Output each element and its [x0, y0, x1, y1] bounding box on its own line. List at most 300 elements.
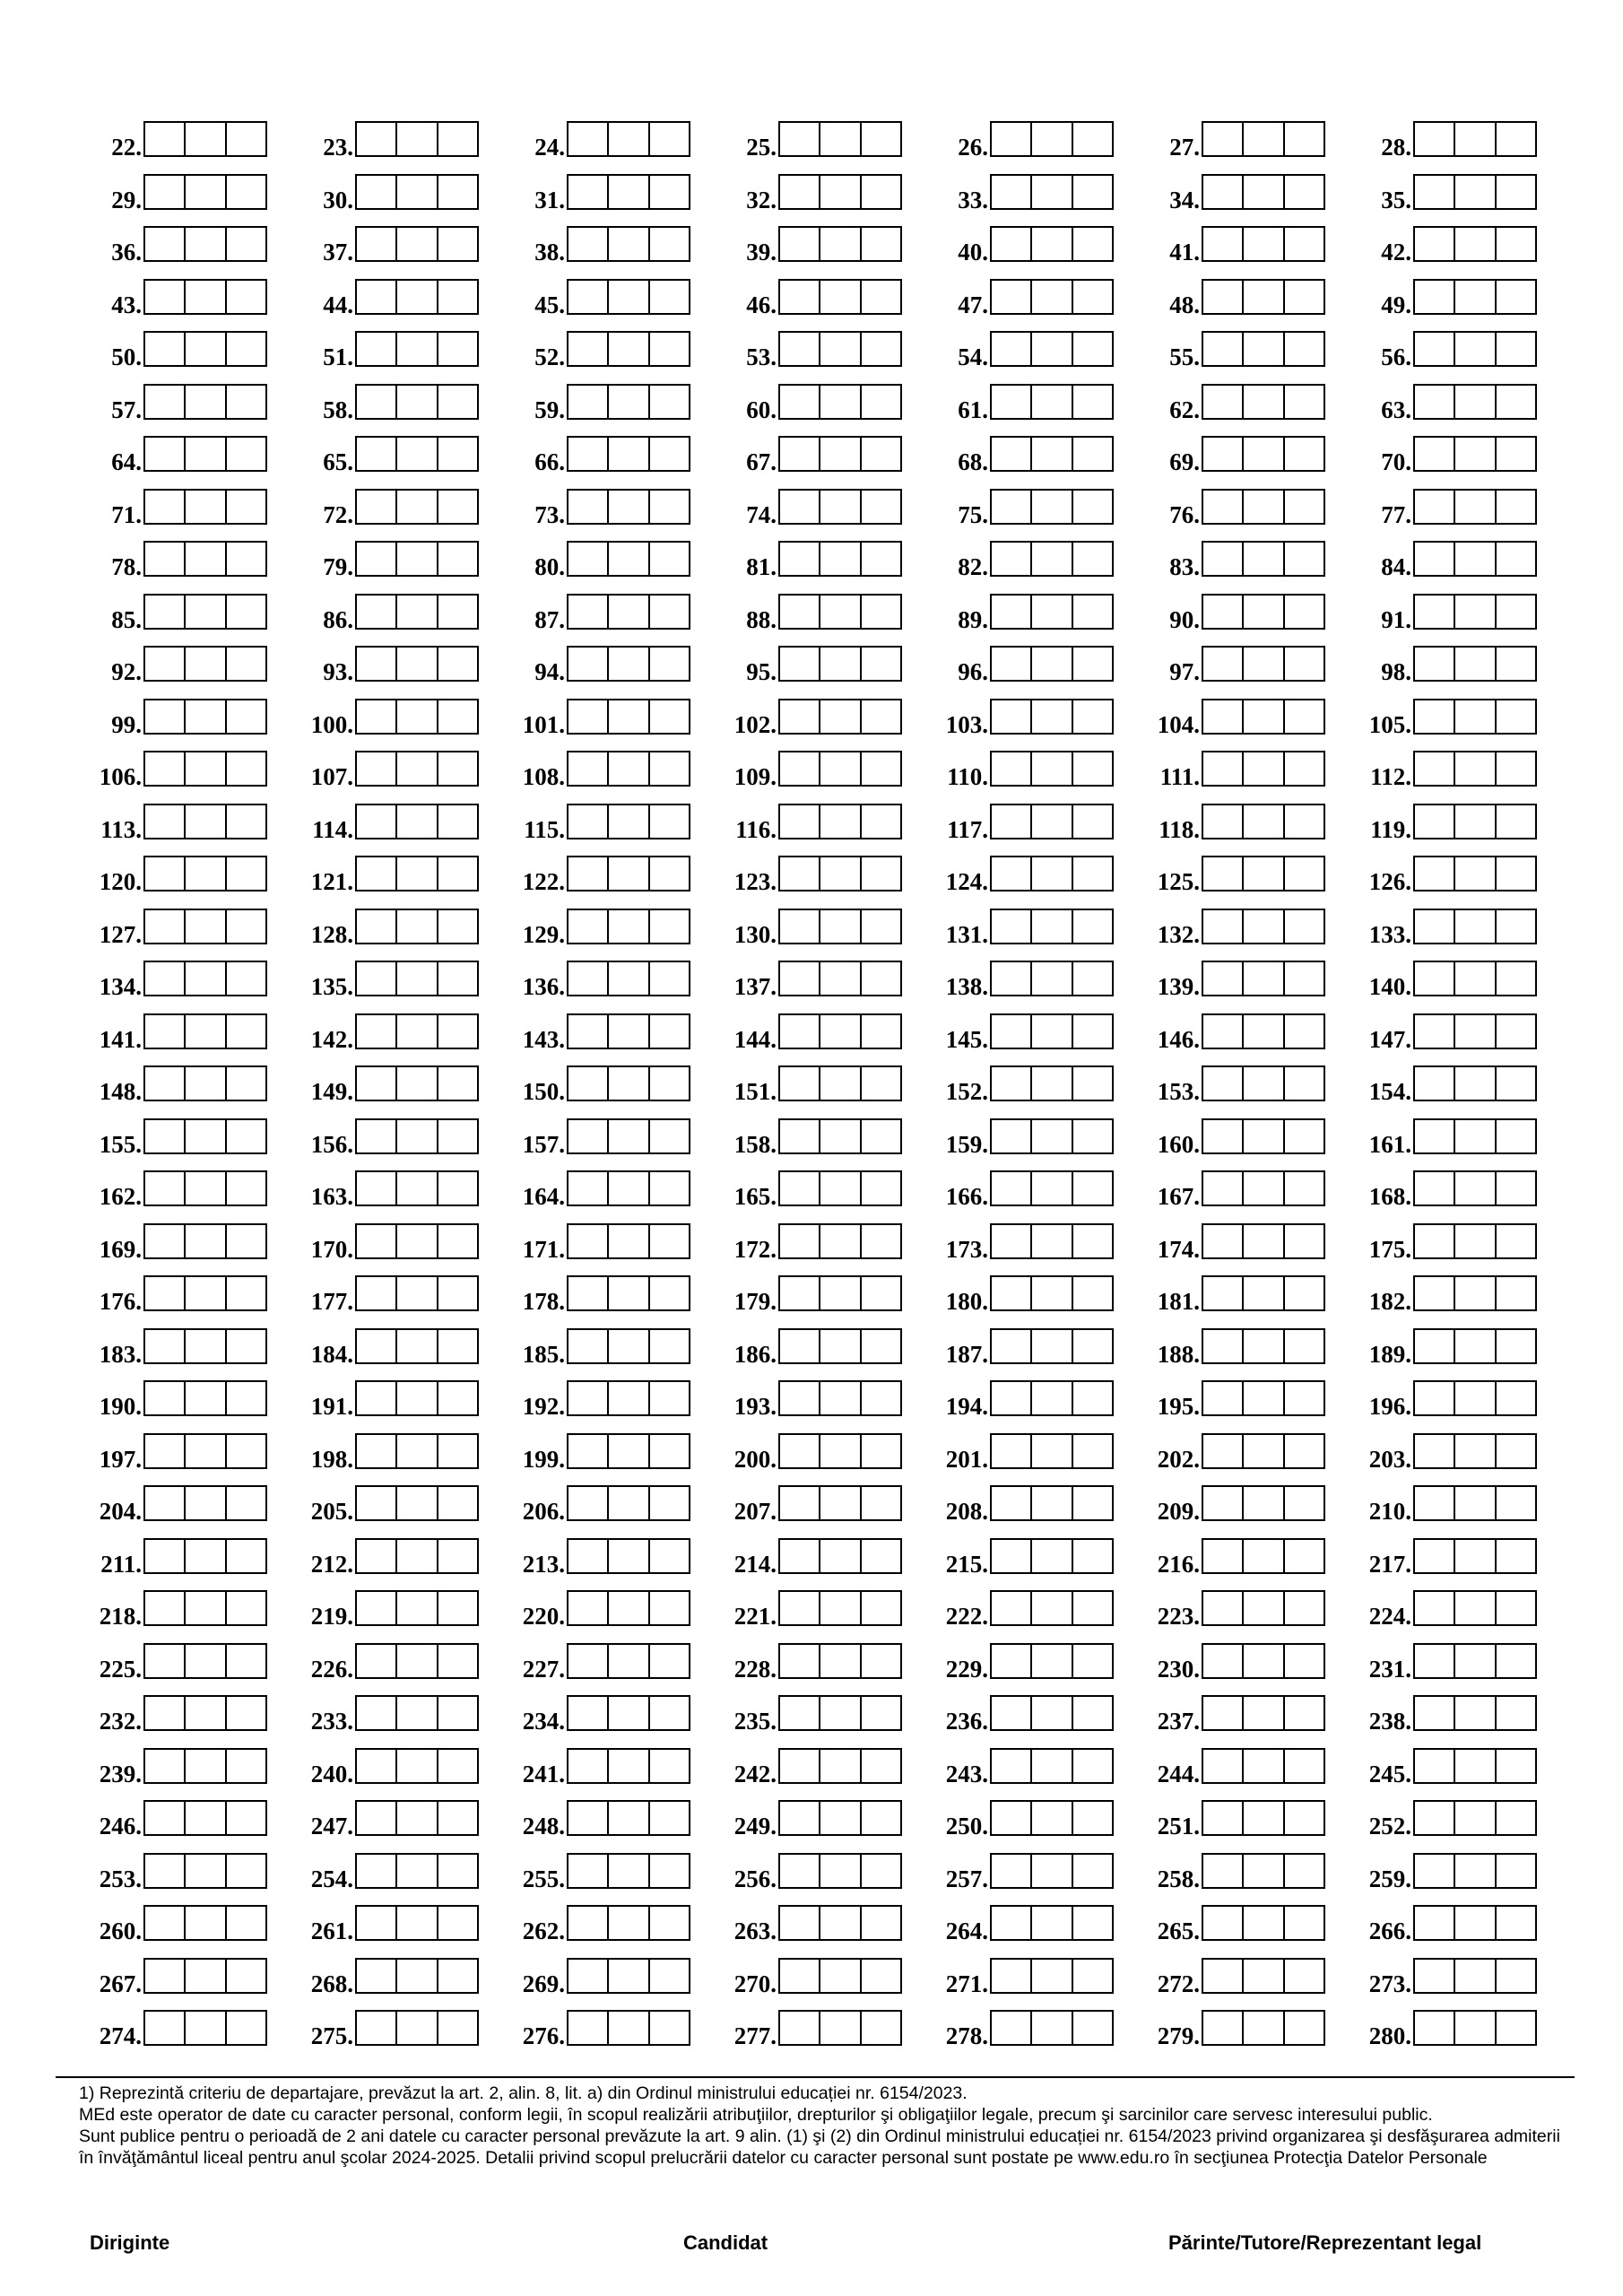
answer-box[interactable]	[1495, 2012, 1535, 2044]
answer-box[interactable]	[607, 1067, 647, 1100]
answer-box[interactable]	[860, 228, 900, 260]
answer-box[interactable]	[819, 910, 859, 943]
answer-box[interactable]	[780, 281, 819, 313]
answer-box[interactable]	[1030, 1697, 1071, 1729]
answer-box[interactable]	[225, 1645, 265, 1677]
answer-box[interactable]	[1283, 648, 1324, 680]
answer-box[interactable]	[1495, 1277, 1535, 1309]
answer-box[interactable]	[437, 438, 477, 470]
answer-box[interactable]	[1242, 543, 1282, 575]
answer-box[interactable]	[357, 1750, 395, 1782]
answer-box[interactable]	[225, 1907, 265, 1939]
answer-box[interactable]	[992, 543, 1030, 575]
answer-box[interactable]	[1072, 281, 1112, 313]
answer-box[interactable]	[357, 1120, 395, 1152]
answer-box[interactable]	[992, 1645, 1030, 1677]
answer-box[interactable]	[1072, 1907, 1112, 1939]
answer-box[interactable]	[1454, 281, 1494, 313]
answer-box[interactable]	[1072, 1645, 1112, 1677]
answer-box[interactable]	[225, 543, 265, 575]
answer-box[interactable]	[568, 2012, 607, 2044]
answer-box[interactable]	[437, 805, 477, 838]
answer-box[interactable]	[992, 596, 1030, 628]
answer-box[interactable]	[1072, 1855, 1112, 1887]
answer-box[interactable]	[1030, 1277, 1071, 1309]
answer-box[interactable]	[184, 1697, 224, 1729]
answer-box[interactable]	[819, 228, 859, 260]
answer-box[interactable]	[145, 1015, 184, 1048]
answer-box[interactable]	[1454, 1697, 1494, 1729]
answer-box[interactable]	[437, 543, 477, 575]
answer-box[interactable]	[648, 1067, 689, 1100]
answer-box[interactable]	[1283, 596, 1324, 628]
answer-box[interactable]	[225, 1277, 265, 1309]
answer-box[interactable]	[1030, 281, 1071, 313]
answer-box[interactable]	[1283, 1907, 1324, 1939]
answer-box[interactable]	[1415, 1277, 1454, 1309]
answer-box[interactable]	[1203, 1960, 1242, 1992]
answer-box[interactable]	[1203, 1120, 1242, 1152]
answer-box[interactable]	[860, 1172, 900, 1205]
answer-box[interactable]	[395, 1697, 436, 1729]
answer-box[interactable]	[1030, 333, 1071, 365]
answer-box[interactable]	[184, 1592, 224, 1624]
answer-box[interactable]	[437, 281, 477, 313]
answer-box[interactable]	[225, 1802, 265, 1834]
answer-box[interactable]	[184, 1435, 224, 1467]
answer-box[interactable]	[1415, 1592, 1454, 1624]
answer-box[interactable]	[1242, 596, 1282, 628]
answer-box[interactable]	[184, 2012, 224, 2044]
answer-box[interactable]	[607, 1540, 647, 1572]
answer-box[interactable]	[1495, 1855, 1535, 1887]
answer-box[interactable]	[184, 1645, 224, 1677]
answer-box[interactable]	[1072, 1697, 1112, 1729]
answer-box[interactable]	[607, 491, 647, 523]
answer-box[interactable]	[992, 857, 1030, 890]
answer-box[interactable]	[1495, 1592, 1535, 1624]
answer-box[interactable]	[1242, 1907, 1282, 1939]
answer-box[interactable]	[395, 648, 436, 680]
answer-box[interactable]	[395, 910, 436, 943]
answer-box[interactable]	[780, 228, 819, 260]
answer-box[interactable]	[1072, 228, 1112, 260]
answer-box[interactable]	[780, 491, 819, 523]
answer-box[interactable]	[648, 1435, 689, 1467]
answer-box[interactable]	[357, 333, 395, 365]
answer-box[interactable]	[395, 333, 436, 365]
answer-box[interactable]	[1415, 1645, 1454, 1677]
answer-box[interactable]	[1203, 962, 1242, 995]
answer-box[interactable]	[437, 1225, 477, 1257]
answer-box[interactable]	[607, 700, 647, 733]
answer-box[interactable]	[1495, 752, 1535, 785]
answer-box[interactable]	[145, 1067, 184, 1100]
answer-box[interactable]	[780, 1172, 819, 1205]
answer-box[interactable]	[1072, 1277, 1112, 1309]
answer-box[interactable]	[860, 910, 900, 943]
answer-box[interactable]	[648, 491, 689, 523]
answer-box[interactable]	[780, 1277, 819, 1309]
answer-box[interactable]	[648, 1855, 689, 1887]
answer-box[interactable]	[1242, 1330, 1282, 1362]
answer-box[interactable]	[1283, 752, 1324, 785]
answer-box[interactable]	[1203, 700, 1242, 733]
answer-box[interactable]	[395, 962, 436, 995]
answer-box[interactable]	[145, 1330, 184, 1362]
answer-box[interactable]	[648, 1172, 689, 1205]
answer-box[interactable]	[395, 1750, 436, 1782]
answer-box[interactable]	[992, 1907, 1030, 1939]
answer-box[interactable]	[568, 1960, 607, 1992]
answer-box[interactable]	[184, 1907, 224, 1939]
answer-box[interactable]	[780, 438, 819, 470]
answer-box[interactable]	[648, 1487, 689, 1519]
answer-box[interactable]	[1072, 123, 1112, 155]
answer-box[interactable]	[184, 386, 224, 418]
answer-box[interactable]	[607, 1802, 647, 1834]
answer-box[interactable]	[1203, 1330, 1242, 1362]
answer-box[interactable]	[1454, 1015, 1494, 1048]
answer-box[interactable]	[607, 596, 647, 628]
answer-box[interactable]	[568, 1487, 607, 1519]
answer-box[interactable]	[1242, 805, 1282, 838]
answer-box[interactable]	[225, 1540, 265, 1572]
answer-box[interactable]	[184, 1540, 224, 1572]
answer-box[interactable]	[819, 386, 859, 418]
answer-box[interactable]	[607, 543, 647, 575]
answer-box[interactable]	[780, 1120, 819, 1152]
answer-box[interactable]	[184, 1750, 224, 1782]
answer-box[interactable]	[1415, 438, 1454, 470]
answer-box[interactable]	[607, 1172, 647, 1205]
answer-box[interactable]	[819, 1225, 859, 1257]
answer-box[interactable]	[860, 176, 900, 208]
answer-box[interactable]	[780, 857, 819, 890]
answer-box[interactable]	[145, 1592, 184, 1624]
answer-box[interactable]	[860, 281, 900, 313]
answer-box[interactable]	[648, 438, 689, 470]
answer-box[interactable]	[225, 1172, 265, 1205]
answer-box[interactable]	[1072, 1802, 1112, 1834]
answer-box[interactable]	[357, 910, 395, 943]
answer-box[interactable]	[395, 1907, 436, 1939]
answer-box[interactable]	[184, 1172, 224, 1205]
answer-box[interactable]	[568, 1120, 607, 1152]
answer-box[interactable]	[1415, 1855, 1454, 1887]
answer-box[interactable]	[568, 805, 607, 838]
answer-box[interactable]	[1454, 596, 1494, 628]
answer-box[interactable]	[225, 386, 265, 418]
answer-box[interactable]	[184, 1225, 224, 1257]
answer-box[interactable]	[225, 648, 265, 680]
answer-box[interactable]	[1030, 1907, 1071, 1939]
answer-box[interactable]	[357, 1067, 395, 1100]
answer-box[interactable]	[1283, 1750, 1324, 1782]
answer-box[interactable]	[648, 2012, 689, 2044]
answer-box[interactable]	[992, 752, 1030, 785]
answer-box[interactable]	[607, 1487, 647, 1519]
answer-box[interactable]	[607, 805, 647, 838]
answer-box[interactable]	[1495, 1015, 1535, 1048]
answer-box[interactable]	[395, 700, 436, 733]
answer-box[interactable]	[357, 1855, 395, 1887]
answer-box[interactable]	[648, 1015, 689, 1048]
answer-box[interactable]	[437, 1172, 477, 1205]
answer-box[interactable]	[184, 1015, 224, 1048]
answer-box[interactable]	[395, 123, 436, 155]
answer-box[interactable]	[1283, 1592, 1324, 1624]
answer-box[interactable]	[357, 1382, 395, 1414]
answer-box[interactable]	[1242, 491, 1282, 523]
answer-box[interactable]	[648, 1540, 689, 1572]
answer-box[interactable]	[992, 1015, 1030, 1048]
answer-box[interactable]	[184, 1382, 224, 1414]
answer-box[interactable]	[992, 805, 1030, 838]
answer-box[interactable]	[1072, 543, 1112, 575]
answer-box[interactable]	[992, 1540, 1030, 1572]
answer-box[interactable]	[225, 1015, 265, 1048]
answer-box[interactable]	[780, 1645, 819, 1677]
answer-box[interactable]	[1203, 1750, 1242, 1782]
answer-box[interactable]	[819, 176, 859, 208]
answer-box[interactable]	[357, 857, 395, 890]
answer-box[interactable]	[1415, 176, 1454, 208]
answer-box[interactable]	[1415, 1435, 1454, 1467]
answer-box[interactable]	[1242, 1015, 1282, 1048]
answer-box[interactable]	[1495, 1487, 1535, 1519]
answer-box[interactable]	[437, 1802, 477, 1834]
answer-box[interactable]	[1072, 491, 1112, 523]
answer-box[interactable]	[145, 857, 184, 890]
answer-box[interactable]	[1495, 910, 1535, 943]
answer-box[interactable]	[607, 962, 647, 995]
answer-box[interactable]	[1495, 1435, 1535, 1467]
answer-box[interactable]	[860, 1960, 900, 1992]
answer-box[interactable]	[1283, 700, 1324, 733]
answer-box[interactable]	[184, 543, 224, 575]
answer-box[interactable]	[184, 1277, 224, 1309]
answer-box[interactable]	[1283, 1487, 1324, 1519]
answer-box[interactable]	[1203, 910, 1242, 943]
answer-box[interactable]	[225, 491, 265, 523]
answer-box[interactable]	[225, 228, 265, 260]
answer-box[interactable]	[1030, 1487, 1071, 1519]
answer-box[interactable]	[357, 1592, 395, 1624]
answer-box[interactable]	[1415, 1487, 1454, 1519]
answer-box[interactable]	[395, 543, 436, 575]
answer-box[interactable]	[1495, 281, 1535, 313]
answer-box[interactable]	[992, 910, 1030, 943]
answer-box[interactable]	[568, 228, 607, 260]
answer-box[interactable]	[819, 2012, 859, 2044]
answer-box[interactable]	[1283, 910, 1324, 943]
answer-box[interactable]	[1030, 700, 1071, 733]
answer-box[interactable]	[1203, 1802, 1242, 1834]
answer-box[interactable]	[568, 1802, 607, 1834]
answer-box[interactable]	[780, 700, 819, 733]
answer-box[interactable]	[1072, 700, 1112, 733]
answer-box[interactable]	[1415, 1120, 1454, 1152]
answer-box[interactable]	[1203, 491, 1242, 523]
answer-box[interactable]	[607, 281, 647, 313]
answer-box[interactable]	[1415, 805, 1454, 838]
answer-box[interactable]	[860, 1225, 900, 1257]
answer-box[interactable]	[395, 228, 436, 260]
answer-box[interactable]	[992, 648, 1030, 680]
answer-box[interactable]	[1415, 123, 1454, 155]
answer-box[interactable]	[1415, 1750, 1454, 1782]
answer-box[interactable]	[860, 1907, 900, 1939]
answer-box[interactable]	[860, 648, 900, 680]
answer-box[interactable]	[1203, 386, 1242, 418]
answer-box[interactable]	[184, 1120, 224, 1152]
answer-box[interactable]	[145, 1645, 184, 1677]
answer-box[interactable]	[1030, 1225, 1071, 1257]
answer-box[interactable]	[819, 1382, 859, 1414]
answer-box[interactable]	[1283, 123, 1324, 155]
answer-box[interactable]	[145, 910, 184, 943]
answer-box[interactable]	[1415, 1960, 1454, 1992]
answer-box[interactable]	[1242, 176, 1282, 208]
answer-box[interactable]	[1203, 1907, 1242, 1939]
answer-box[interactable]	[568, 1855, 607, 1887]
answer-box[interactable]	[568, 1225, 607, 1257]
answer-box[interactable]	[1283, 1645, 1324, 1677]
answer-box[interactable]	[145, 438, 184, 470]
answer-box[interactable]	[648, 1960, 689, 1992]
answer-box[interactable]	[1454, 1067, 1494, 1100]
answer-box[interactable]	[819, 1172, 859, 1205]
answer-box[interactable]	[1454, 752, 1494, 785]
answer-box[interactable]	[1072, 438, 1112, 470]
answer-box[interactable]	[780, 1907, 819, 1939]
answer-box[interactable]	[1242, 1225, 1282, 1257]
answer-box[interactable]	[992, 962, 1030, 995]
answer-box[interactable]	[357, 700, 395, 733]
answer-box[interactable]	[437, 1855, 477, 1887]
answer-box[interactable]	[780, 1225, 819, 1257]
answer-box[interactable]	[780, 2012, 819, 2044]
answer-box[interactable]	[607, 1120, 647, 1152]
answer-box[interactable]	[1242, 857, 1282, 890]
answer-box[interactable]	[1072, 1172, 1112, 1205]
answer-box[interactable]	[1415, 1067, 1454, 1100]
answer-box[interactable]	[1203, 1855, 1242, 1887]
answer-box[interactable]	[357, 1172, 395, 1205]
answer-box[interactable]	[1030, 2012, 1071, 2044]
answer-box[interactable]	[145, 1540, 184, 1572]
answer-box[interactable]	[1283, 1277, 1324, 1309]
answer-box[interactable]	[607, 1277, 647, 1309]
answer-box[interactable]	[357, 1697, 395, 1729]
answer-box[interactable]	[1072, 386, 1112, 418]
answer-box[interactable]	[1495, 1645, 1535, 1677]
answer-box[interactable]	[357, 176, 395, 208]
answer-box[interactable]	[819, 1802, 859, 1834]
answer-box[interactable]	[1203, 438, 1242, 470]
answer-box[interactable]	[992, 281, 1030, 313]
answer-box[interactable]	[357, 1435, 395, 1467]
answer-box[interactable]	[607, 1225, 647, 1257]
answer-box[interactable]	[1203, 1487, 1242, 1519]
answer-box[interactable]	[568, 1067, 607, 1100]
answer-box[interactable]	[568, 1172, 607, 1205]
answer-box[interactable]	[568, 176, 607, 208]
answer-box[interactable]	[819, 1855, 859, 1887]
answer-box[interactable]	[225, 1330, 265, 1362]
answer-box[interactable]	[357, 752, 395, 785]
answer-box[interactable]	[1495, 857, 1535, 890]
answer-box[interactable]	[992, 123, 1030, 155]
answer-box[interactable]	[395, 805, 436, 838]
answer-box[interactable]	[145, 648, 184, 680]
answer-box[interactable]	[1283, 1067, 1324, 1100]
answer-box[interactable]	[395, 1067, 436, 1100]
answer-box[interactable]	[1072, 1540, 1112, 1572]
answer-box[interactable]	[568, 1750, 607, 1782]
answer-box[interactable]	[357, 1487, 395, 1519]
answer-box[interactable]	[357, 596, 395, 628]
answer-box[interactable]	[145, 700, 184, 733]
answer-box[interactable]	[1242, 1540, 1282, 1572]
answer-box[interactable]	[1203, 596, 1242, 628]
answer-box[interactable]	[357, 1225, 395, 1257]
answer-box[interactable]	[1072, 1330, 1112, 1362]
answer-box[interactable]	[1415, 752, 1454, 785]
answer-box[interactable]	[819, 1435, 859, 1467]
answer-box[interactable]	[780, 1487, 819, 1519]
answer-box[interactable]	[568, 648, 607, 680]
answer-box[interactable]	[225, 752, 265, 785]
answer-box[interactable]	[1454, 910, 1494, 943]
answer-box[interactable]	[648, 1382, 689, 1414]
answer-box[interactable]	[225, 700, 265, 733]
answer-box[interactable]	[1030, 1172, 1071, 1205]
answer-box[interactable]	[395, 281, 436, 313]
answer-box[interactable]	[1030, 176, 1071, 208]
answer-box[interactable]	[648, 805, 689, 838]
answer-box[interactable]	[607, 386, 647, 418]
answer-box[interactable]	[145, 123, 184, 155]
answer-box[interactable]	[1203, 1225, 1242, 1257]
answer-box[interactable]	[992, 1960, 1030, 1992]
answer-box[interactable]	[1415, 596, 1454, 628]
answer-box[interactable]	[1203, 648, 1242, 680]
answer-box[interactable]	[648, 700, 689, 733]
answer-box[interactable]	[607, 228, 647, 260]
answer-box[interactable]	[992, 386, 1030, 418]
answer-box[interactable]	[1030, 1750, 1071, 1782]
answer-box[interactable]	[1283, 386, 1324, 418]
answer-box[interactable]	[437, 1592, 477, 1624]
answer-box[interactable]	[568, 1540, 607, 1572]
answer-box[interactable]	[780, 543, 819, 575]
answer-box[interactable]	[819, 596, 859, 628]
answer-box[interactable]	[819, 1592, 859, 1624]
answer-box[interactable]	[1454, 1750, 1494, 1782]
answer-box[interactable]	[992, 700, 1030, 733]
answer-box[interactable]	[780, 1330, 819, 1362]
answer-box[interactable]	[860, 700, 900, 733]
answer-box[interactable]	[1030, 438, 1071, 470]
answer-box[interactable]	[860, 1435, 900, 1467]
answer-box[interactable]	[819, 543, 859, 575]
answer-box[interactable]	[1242, 333, 1282, 365]
answer-box[interactable]	[184, 700, 224, 733]
answer-box[interactable]	[357, 543, 395, 575]
answer-box[interactable]	[568, 1382, 607, 1414]
